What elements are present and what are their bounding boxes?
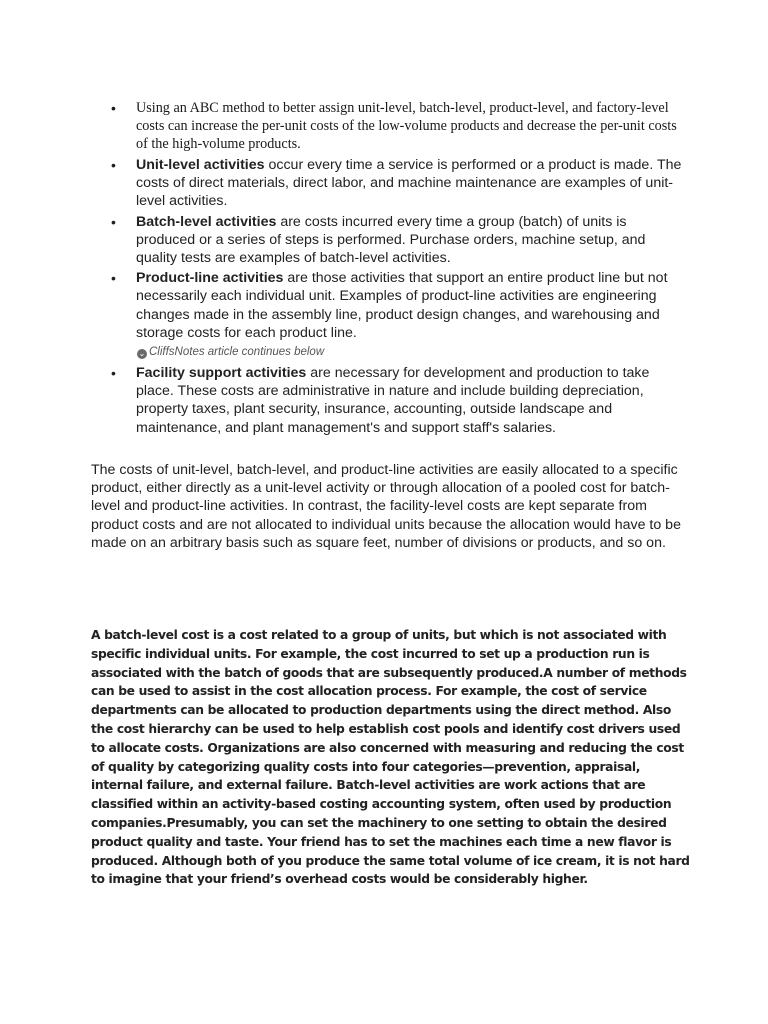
- list-item-term: Facility support activities: [136, 365, 307, 382]
- bullet-icon: •: [111, 100, 116, 116]
- bullet-icon: •: [111, 157, 116, 173]
- continues-below-text: CliffsNotes article continues below: [149, 346, 325, 359]
- chevron-down-circle-icon: ⌄: [138, 349, 146, 359]
- list-item-text: occur every time a service is performed or a product is made. The costs of direct materials, direct labor, and machine maintenance are examples of unit-level activities.: [136, 157, 682, 210]
- list-item-batch-level: [108, 213, 688, 268]
- continues-below-note[interactable]: [137, 344, 688, 360]
- bullet-icon: •: [111, 213, 116, 230]
- activity-bullet-list: [108, 99, 688, 439]
- bullet-icon: •: [111, 365, 116, 382]
- list-item-product-line: [108, 269, 688, 342]
- list-item-term: Product-line activities: [136, 270, 284, 287]
- batch-level-cost-paragraph: A batch-level cost is a cost related to a group of units, but which is not associated with specific individual units. For example, the cost incurred to set up a production run is associated with the batch of goods that are subsequently produced.A number of methods can be used to assist in the cost allocation process. For example, the cost of service departments can be allocated to production departments using the direct method. Also the cost hierarchy can be used to help establish cost pools and identify cost drivers used to allocate costs. Organizations are also concerned with measuring and reducing the cost of quality by categorizing quality costs into four categories—prevention, appraisal, internal failure, and external failure. Batch-level activities are work actions that are classified within an activity-based costing accounting system, often used by production companies.Presumably, you can set the machinery to one setting to obtain the desired product quality and taste. Your friend has to set the machines each time a new flavor is produced. Although both of you produce the same total volume of ice cream, it is not hard to imagine that your friend’s overhead costs would be considerably higher.: [91, 628, 690, 887]
- list-item-unit-level: [108, 156, 688, 211]
- list-item-facility-support: [108, 364, 688, 437]
- list-item-text: are necessary for development and production to take place. These costs are administrative in nature and include building depreciation, property taxes, plant security, insurance, accounting, outside landscape and maintenance, and plant management's and support staff's salaries.: [136, 365, 650, 436]
- list-item-term: Unit-level activities: [136, 157, 265, 173]
- list-item-text: are those activities that support an entire product line but not necessarily each individual unit. Examples of product-line activities are engineering changes made in the assembly line, product design changes, and warehousing and storage costs for each product line.: [136, 270, 668, 341]
- allocation-paragraph: The costs of unit-level, batch-level, and product-line activities are easily allocated to a specific product, either directly as a unit-level activity or through allocation of a pooled cost for batch-level and product-line activities. In contrast, the facility-level costs are kept separate from product costs and are not allocated to individual units because the allocation would have to be made on an arbitrary basis such as square feet, number of divisions or products, and so on.: [91, 462, 681, 551]
- list-item-term: Batch-level activities: [136, 213, 277, 230]
- list-item-text: are costs incurred every time a group (batch) of units is produced or a series of steps is performed. Purchase orders, machine setup, and quality tests are examples of batch-level activities.: [136, 213, 646, 267]
- list-item-text: Using an ABC method to better assign unit-level, batch-level, product-level, and factory-level costs can increase the per-unit costs of the low-volume products and decrease the per-unit costs of the high-volume products.: [136, 100, 677, 152]
- list-item-abc-method: [108, 99, 688, 153]
- bullet-icon: •: [111, 270, 116, 287]
